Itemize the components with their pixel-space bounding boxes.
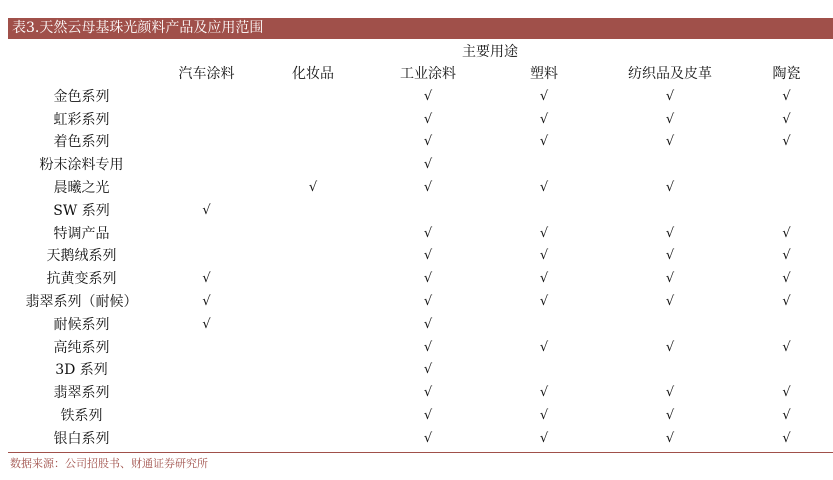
check-mark-icon: √	[423, 225, 433, 241]
empty-cell	[258, 314, 368, 337]
check-mark-icon: √	[423, 362, 433, 378]
table-row	[8, 154, 833, 177]
product-name: 天鹅绒系列	[46, 248, 117, 265]
table-row	[8, 314, 833, 337]
product-name: 虹彩系列	[53, 111, 110, 128]
check-mark-icon: √	[423, 339, 433, 355]
empty-cell	[600, 359, 740, 382]
empty-cell	[258, 405, 368, 428]
check-mark-icon: √	[423, 179, 433, 195]
check-mark-icon: √	[423, 385, 433, 401]
table-header	[8, 63, 833, 86]
product-name: 晨曦之光	[53, 179, 110, 196]
header-corner	[8, 63, 155, 86]
product-name: 着色系列	[53, 134, 110, 151]
empty-cell	[155, 382, 258, 405]
check-mark-icon: √	[539, 88, 549, 104]
product-name: 3D 系列	[55, 362, 108, 379]
table-row	[8, 405, 833, 428]
empty-cell	[488, 154, 600, 177]
product-name: 铁系列	[60, 407, 103, 424]
check-mark-icon: √	[202, 293, 211, 309]
column-header: 陶瓷	[772, 66, 801, 82]
check-mark-icon: √	[665, 430, 675, 446]
check-mark-icon: √	[423, 407, 433, 423]
check-mark-icon: √	[423, 271, 433, 287]
check-mark-icon: √	[423, 111, 433, 127]
product-name: 翡翠系列（耐候）	[25, 293, 138, 310]
table-row	[8, 200, 833, 223]
empty-cell	[258, 291, 368, 314]
check-mark-icon: √	[423, 293, 433, 309]
table-row	[8, 223, 833, 246]
empty-cell	[740, 177, 833, 200]
check-mark-icon: √	[782, 111, 791, 127]
check-mark-icon: √	[539, 407, 549, 423]
empty-cell	[258, 154, 368, 177]
check-mark-icon: √	[539, 134, 549, 150]
bottom-rule	[8, 452, 833, 453]
check-mark-icon: √	[782, 271, 791, 287]
check-mark-icon: √	[202, 316, 211, 332]
check-mark-icon: √	[665, 385, 675, 401]
check-mark-icon: √	[423, 134, 433, 150]
empty-cell	[488, 200, 600, 223]
empty-cell	[258, 86, 368, 109]
table-row	[8, 131, 833, 154]
column-header: 化妆品	[292, 66, 334, 82]
table-row	[8, 428, 833, 451]
empty-cell	[155, 428, 258, 451]
table-row	[8, 268, 833, 291]
product-name: 耐候系列	[53, 316, 110, 333]
empty-cell	[258, 200, 368, 223]
table-row	[8, 291, 833, 314]
check-mark-icon: √	[539, 111, 549, 127]
check-mark-icon: √	[665, 179, 675, 195]
group-header-main-use: 主要用途	[462, 44, 518, 60]
empty-cell	[600, 314, 740, 337]
source-note: 数据来源：公司招股书、财通证券研究所	[10, 457, 208, 470]
empty-cell	[488, 359, 600, 382]
empty-cell	[155, 245, 258, 268]
empty-cell	[155, 337, 258, 360]
product-name: 特调产品	[53, 225, 110, 242]
column-header: 纺织品及皮革	[628, 66, 712, 82]
column-header: 塑料	[530, 66, 558, 82]
check-mark-icon: √	[665, 88, 675, 104]
empty-cell	[258, 382, 368, 405]
check-mark-icon: √	[423, 157, 433, 173]
empty-cell	[155, 131, 258, 154]
empty-cell	[740, 314, 833, 337]
table-row	[8, 337, 833, 360]
table-row	[8, 359, 833, 382]
table-title: 表3.天然云母基珠光颜料产品及应用范围	[8, 18, 833, 39]
check-mark-icon: √	[539, 339, 549, 355]
check-mark-icon: √	[539, 179, 549, 195]
empty-cell	[155, 177, 258, 200]
check-mark-icon: √	[423, 248, 433, 264]
check-mark-icon: √	[665, 248, 675, 264]
empty-cell	[258, 359, 368, 382]
empty-cell	[740, 200, 833, 223]
check-mark-icon: √	[782, 293, 791, 309]
check-mark-icon: √	[665, 225, 675, 241]
check-mark-icon: √	[665, 339, 675, 355]
check-mark-icon: √	[539, 248, 549, 264]
empty-cell	[600, 200, 740, 223]
check-mark-icon: √	[782, 225, 791, 241]
check-mark-icon: √	[539, 430, 549, 446]
check-mark-icon: √	[665, 271, 675, 287]
check-mark-icon: √	[423, 430, 433, 446]
column-header: 工业涂料	[400, 66, 456, 82]
application-table	[8, 63, 833, 451]
table-body	[8, 86, 833, 451]
empty-cell	[155, 86, 258, 109]
check-mark-icon: √	[423, 88, 433, 104]
check-mark-icon: √	[308, 179, 318, 195]
table-row	[8, 245, 833, 268]
table-row	[8, 109, 833, 132]
empty-cell	[258, 428, 368, 451]
empty-cell	[368, 200, 488, 223]
header-row	[8, 63, 833, 86]
table-row	[8, 382, 833, 405]
empty-cell	[258, 109, 368, 132]
column-header: 汽车涂料	[178, 66, 235, 82]
check-mark-icon: √	[782, 248, 791, 264]
check-mark-icon: √	[202, 202, 211, 218]
check-mark-icon: √	[423, 316, 433, 332]
empty-cell	[155, 109, 258, 132]
empty-cell	[740, 154, 833, 177]
empty-cell	[155, 154, 258, 177]
table-row	[8, 86, 833, 109]
empty-cell	[258, 245, 368, 268]
product-name: 翡翠系列	[53, 385, 110, 402]
product-name: 金色系列	[53, 88, 110, 105]
check-mark-icon: √	[782, 88, 791, 104]
empty-cell	[258, 223, 368, 246]
empty-cell	[488, 314, 600, 337]
check-mark-icon: √	[782, 134, 791, 150]
product-name: 高纯系列	[53, 339, 110, 356]
check-mark-icon: √	[782, 339, 791, 355]
check-mark-icon: √	[539, 271, 549, 287]
product-name: 粉末涂料专用	[39, 157, 124, 174]
empty-cell	[740, 359, 833, 382]
check-mark-icon: √	[782, 385, 791, 401]
empty-cell	[258, 337, 368, 360]
empty-cell	[155, 405, 258, 428]
product-name: 银白系列	[53, 430, 110, 447]
check-mark-icon: √	[665, 111, 675, 127]
check-mark-icon: √	[539, 225, 549, 241]
check-mark-icon: √	[539, 293, 549, 309]
empty-cell	[600, 154, 740, 177]
check-mark-icon: √	[782, 407, 791, 423]
check-mark-icon: √	[665, 407, 675, 423]
empty-cell	[258, 131, 368, 154]
empty-cell	[258, 268, 368, 291]
check-mark-icon: √	[202, 271, 211, 287]
product-name: 抗黄变系列	[46, 271, 117, 288]
empty-cell	[155, 223, 258, 246]
empty-cell	[155, 359, 258, 382]
check-mark-icon: √	[665, 134, 675, 150]
check-mark-icon: √	[782, 430, 791, 446]
product-name: SW 系列	[53, 202, 110, 219]
check-mark-icon: √	[665, 293, 675, 309]
table-row	[8, 177, 833, 200]
check-mark-icon: √	[539, 385, 549, 401]
